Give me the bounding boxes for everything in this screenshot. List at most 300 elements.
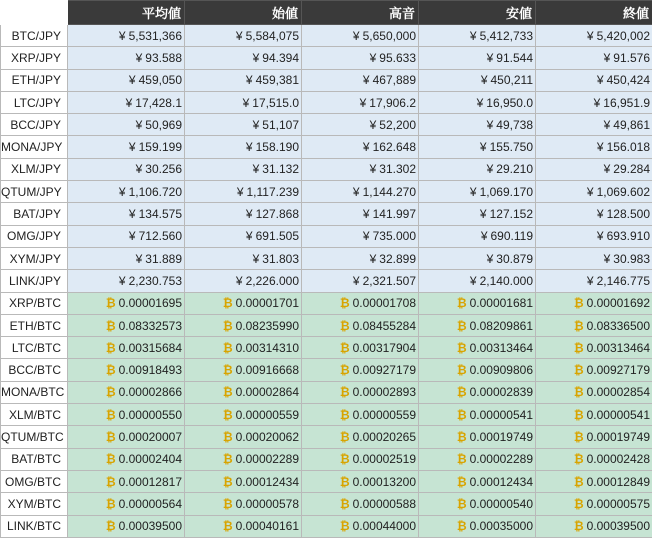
bitcoin-icon: ₿ — [573, 474, 584, 489]
price-cell — [536, 337, 652, 359]
price-cell — [185, 114, 302, 136]
price-cell — [536, 292, 652, 314]
yen-symbol: ¥ — [252, 117, 260, 132]
price-cell — [185, 247, 302, 269]
price-value: 0.00002893 — [352, 385, 416, 400]
price-value: 0.00927179 — [352, 363, 416, 378]
price-value: 17,515.0 — [252, 95, 299, 110]
bitcoin-icon: ₿ — [456, 496, 467, 511]
price-cell — [185, 337, 302, 359]
price-cell — [68, 381, 185, 403]
price-cell — [185, 136, 302, 158]
yen-symbol: ¥ — [135, 117, 143, 132]
price-value: 2,321.507 — [362, 273, 416, 288]
bitcoin-icon: ₿ — [105, 474, 116, 489]
price-value: 127.868 — [255, 207, 299, 222]
price-cell — [419, 270, 536, 292]
price-cell — [419, 158, 536, 180]
price-value: 0.00002866 — [118, 385, 182, 400]
price-value: 127.152 — [489, 207, 533, 222]
yen-symbol: ¥ — [245, 73, 253, 88]
price-value: 52,200 — [379, 117, 416, 132]
pair-label: QTUM/JPY — [1, 181, 68, 203]
table-row — [1, 247, 652, 269]
price-cell — [536, 136, 652, 158]
price-cell — [419, 292, 536, 314]
price-cell — [536, 203, 652, 225]
price-cell — [419, 359, 536, 381]
price-cell — [185, 359, 302, 381]
price-value: 31.889 — [145, 251, 182, 266]
table-row — [1, 136, 652, 158]
bitcoin-icon: ₿ — [456, 519, 467, 534]
price-cell — [419, 247, 536, 269]
price-value: 0.00039500 — [586, 519, 650, 534]
pair-label: XRP/BTC — [1, 292, 68, 314]
bitcoin-icon: ₿ — [573, 363, 584, 378]
bitcoin-icon: ₿ — [456, 452, 467, 467]
pair-label: QTUM/BTC — [1, 426, 68, 448]
price-cell — [302, 136, 419, 158]
yen-symbol: ¥ — [245, 229, 253, 244]
price-value: 0.00000559 — [352, 407, 416, 422]
price-cell — [302, 203, 419, 225]
bitcoin-icon: ₿ — [456, 385, 467, 400]
price-cell — [302, 247, 419, 269]
price-value: 0.00001681 — [469, 296, 533, 311]
yen-symbol: ¥ — [362, 140, 370, 155]
yen-symbol: ¥ — [596, 73, 604, 88]
price-cell — [419, 181, 536, 203]
header-row — [1, 1, 652, 25]
price-cell — [68, 181, 185, 203]
price-value: 0.00313464 — [469, 340, 533, 355]
price-value: 159.199 — [138, 140, 182, 155]
price-value: 2,226.000 — [245, 273, 299, 288]
price-cell — [68, 470, 185, 492]
pair-label: MONA/BTC — [1, 381, 68, 403]
yen-symbol: ¥ — [479, 140, 487, 155]
price-value: 0.00918493 — [118, 363, 182, 378]
yen-symbol: ¥ — [245, 207, 253, 222]
bitcoin-icon: ₿ — [456, 340, 467, 355]
table-row — [1, 181, 652, 203]
price-value: 0.08235990 — [235, 318, 299, 333]
yen-symbol: ¥ — [369, 162, 377, 177]
price-cell — [185, 47, 302, 69]
price-cell — [419, 203, 536, 225]
price-value: 141.997 — [372, 207, 416, 222]
price-cell — [536, 69, 652, 91]
price-cell — [185, 225, 302, 247]
price-value: 5,412,733 — [479, 28, 533, 43]
yen-symbol: ¥ — [359, 95, 367, 110]
yen-symbol: ¥ — [469, 184, 477, 199]
price-cell — [419, 114, 536, 136]
pair-label: LTC/BTC — [1, 337, 68, 359]
price-value: 0.00019749 — [469, 429, 533, 444]
pair-label: BAT/JPY — [1, 203, 68, 225]
price-value: 1,106.720 — [128, 184, 182, 199]
price-cell — [536, 91, 652, 113]
pair-label: XYM/JPY — [1, 247, 68, 269]
price-cell — [68, 270, 185, 292]
price-value: 0.00314310 — [235, 340, 299, 355]
yen-symbol: ¥ — [135, 251, 143, 266]
price-cell — [536, 515, 652, 537]
yen-symbol: ¥ — [369, 251, 377, 266]
price-value: 0.08455284 — [352, 318, 416, 333]
price-cell — [185, 314, 302, 336]
yen-symbol: ¥ — [352, 28, 360, 43]
yen-symbol: ¥ — [469, 28, 477, 43]
price-cell — [185, 381, 302, 403]
price-cell — [419, 47, 536, 69]
price-value: 693.910 — [606, 229, 650, 244]
table-row — [1, 470, 652, 492]
pair-label: LINK/JPY — [1, 270, 68, 292]
pair-label: MONA/JPY — [1, 136, 68, 158]
bitcoin-icon: ₿ — [573, 519, 584, 534]
price-value: 0.00927179 — [586, 363, 650, 378]
price-cell — [536, 314, 652, 336]
yen-symbol: ¥ — [135, 50, 143, 65]
price-value: 31.132 — [262, 162, 299, 177]
bitcoin-icon: ₿ — [222, 452, 233, 467]
yen-symbol: ¥ — [369, 50, 377, 65]
bitcoin-icon: ₿ — [573, 385, 584, 400]
table-row — [1, 314, 652, 336]
price-value: 0.00044000 — [352, 519, 416, 534]
price-cell — [185, 158, 302, 180]
price-cell — [419, 69, 536, 91]
price-value: 0.00019749 — [586, 429, 650, 444]
yen-symbol: ¥ — [369, 117, 377, 132]
bitcoin-icon: ₿ — [222, 385, 233, 400]
price-cell — [185, 404, 302, 426]
price-cell — [185, 470, 302, 492]
bitcoin-icon: ₿ — [105, 429, 116, 444]
price-value: 0.00000564 — [118, 496, 182, 511]
bitcoin-icon: ₿ — [339, 407, 350, 422]
price-cell — [419, 448, 536, 470]
price-value: 459,050 — [138, 73, 182, 88]
yen-symbol: ¥ — [125, 95, 133, 110]
price-cell — [302, 381, 419, 403]
bitcoin-icon: ₿ — [339, 429, 350, 444]
pair-label: BCC/BTC — [1, 359, 68, 381]
yen-symbol: ¥ — [352, 273, 360, 288]
bitcoin-icon: ₿ — [573, 296, 584, 311]
bitcoin-icon: ₿ — [222, 340, 233, 355]
price-cell — [536, 181, 652, 203]
price-value: 1,069.602 — [596, 184, 650, 199]
price-value: 31.803 — [262, 251, 299, 266]
price-value: 29.210 — [496, 162, 533, 177]
price-cell — [302, 314, 419, 336]
price-value: 31.302 — [379, 162, 416, 177]
price-value: 93.588 — [145, 50, 182, 65]
price-cell — [536, 114, 652, 136]
bitcoin-icon: ₿ — [222, 519, 233, 534]
price-cell — [302, 181, 419, 203]
price-cell — [302, 114, 419, 136]
price-value: 2,146.775 — [596, 273, 650, 288]
bitcoin-icon: ₿ — [456, 296, 467, 311]
price-cell — [536, 404, 652, 426]
price-value: 0.00001701 — [235, 296, 299, 311]
price-value: 0.00040161 — [235, 519, 299, 534]
bitcoin-icon: ₿ — [339, 474, 350, 489]
price-value: 691.505 — [255, 229, 299, 244]
price-value: 0.00002428 — [586, 452, 650, 467]
price-value: 0.00909806 — [469, 363, 533, 378]
price-value: 5,420,002 — [596, 28, 650, 43]
price-value: 0.00020007 — [118, 429, 182, 444]
table-row — [1, 426, 652, 448]
price-cell — [536, 470, 652, 492]
price-value: 0.00002404 — [118, 452, 182, 467]
bitcoin-icon: ₿ — [339, 363, 350, 378]
price-value: 0.00000559 — [235, 407, 299, 422]
bitcoin-icon: ₿ — [222, 474, 233, 489]
price-value: 94.394 — [262, 50, 299, 65]
pair-label: BAT/BTC — [1, 448, 68, 470]
price-cell — [302, 359, 419, 381]
table-row — [1, 359, 652, 381]
table-row — [1, 292, 652, 314]
price-cell — [185, 426, 302, 448]
pair-label: OMG/JPY — [1, 225, 68, 247]
bitcoin-icon: ₿ — [456, 363, 467, 378]
yen-symbol: ¥ — [480, 229, 488, 244]
price-cell — [68, 359, 185, 381]
price-value: 17,428.1 — [135, 95, 182, 110]
bitcoin-icon: ₿ — [105, 340, 116, 355]
price-cell — [419, 381, 536, 403]
yen-symbol: ¥ — [469, 273, 477, 288]
price-cell — [419, 337, 536, 359]
price-cell — [68, 337, 185, 359]
price-value: 0.00000588 — [352, 496, 416, 511]
price-cell — [419, 404, 536, 426]
table-header — [1, 1, 652, 25]
price-value: 0.00001692 — [586, 296, 650, 311]
table-row — [1, 404, 652, 426]
price-cell — [302, 470, 419, 492]
price-cell — [302, 448, 419, 470]
price-value: 0.00001695 — [118, 296, 182, 311]
price-value: 156.018 — [606, 140, 650, 155]
price-cell — [185, 292, 302, 314]
price-cell — [68, 314, 185, 336]
price-value: 0.00020062 — [235, 429, 299, 444]
price-cell — [536, 270, 652, 292]
price-value: 0.00012817 — [118, 474, 182, 489]
bitcoin-icon: ₿ — [339, 340, 350, 355]
yen-symbol: ¥ — [118, 28, 126, 43]
price-value: 50,969 — [145, 117, 182, 132]
price-cell — [68, 493, 185, 515]
price-cell — [302, 225, 419, 247]
price-value: 0.00916668 — [235, 363, 299, 378]
bitcoin-icon: ₿ — [105, 407, 116, 422]
bitcoin-icon: ₿ — [573, 340, 584, 355]
price-cell — [68, 515, 185, 537]
price-value: 0.00000578 — [235, 496, 299, 511]
bitcoin-icon: ₿ — [105, 363, 116, 378]
price-value: 690.119 — [490, 229, 533, 244]
price-cell — [68, 203, 185, 225]
bitcoin-icon: ₿ — [339, 318, 350, 333]
price-cell — [68, 225, 185, 247]
yen-symbol: ¥ — [603, 50, 611, 65]
yen-symbol: ¥ — [242, 95, 250, 110]
price-cell — [185, 515, 302, 537]
bitcoin-icon: ₿ — [222, 296, 233, 311]
bitcoin-icon: ₿ — [573, 452, 584, 467]
yen-symbol: ¥ — [128, 229, 136, 244]
pair-label: XLM/BTC — [1, 404, 68, 426]
price-value: 30.256 — [145, 162, 182, 177]
price-value: 91.576 — [613, 50, 650, 65]
yen-symbol: ¥ — [362, 73, 370, 88]
price-value: 0.00313464 — [586, 340, 650, 355]
pair-label: XLM/JPY — [1, 158, 68, 180]
bitcoin-icon: ₿ — [573, 429, 584, 444]
price-value: 735.000 — [372, 229, 416, 244]
price-value: 134.575 — [138, 207, 182, 222]
bitcoin-icon: ₿ — [573, 496, 584, 511]
price-value: 459,381 — [255, 73, 299, 88]
bitcoin-icon: ₿ — [339, 452, 350, 467]
bitcoin-icon: ₿ — [339, 519, 350, 534]
price-value: 0.00315684 — [118, 340, 182, 355]
price-cell — [302, 404, 419, 426]
price-value: 0.08332573 — [118, 318, 182, 333]
price-cell — [419, 314, 536, 336]
header-open: 始値 — [185, 1, 302, 25]
pair-label: OMG/BTC — [1, 470, 68, 492]
table-row — [1, 448, 652, 470]
price-cell — [536, 381, 652, 403]
price-cell — [302, 337, 419, 359]
price-cell — [302, 515, 419, 537]
price-cell — [536, 493, 652, 515]
yen-symbol: ¥ — [128, 207, 136, 222]
price-value: 16,950.0 — [486, 95, 533, 110]
price-value: 5,584,075 — [245, 28, 299, 43]
price-value: 0.08336500 — [586, 318, 650, 333]
price-cell — [536, 158, 652, 180]
price-value: 0.00002864 — [235, 385, 299, 400]
yen-symbol: ¥ — [603, 251, 611, 266]
price-value: 29.284 — [613, 162, 650, 177]
bitcoin-icon: ₿ — [339, 385, 350, 400]
bitcoin-icon: ₿ — [105, 496, 116, 511]
table-row — [1, 270, 652, 292]
bitcoin-icon: ₿ — [105, 385, 116, 400]
price-value: 450,211 — [490, 73, 533, 88]
yen-symbol: ¥ — [236, 184, 244, 199]
price-value: 158.190 — [255, 140, 299, 155]
price-cell — [302, 25, 419, 47]
price-value: 0.00002854 — [586, 385, 650, 400]
price-value: 0.00002289 — [469, 452, 533, 467]
yen-symbol: ¥ — [486, 162, 494, 177]
yen-symbol: ¥ — [486, 117, 494, 132]
price-value: 0.00012849 — [586, 474, 650, 489]
bitcoin-icon: ₿ — [456, 429, 467, 444]
price-value: 155.750 — [489, 140, 533, 155]
price-cell — [419, 515, 536, 537]
price-value: 0.00001708 — [352, 296, 416, 311]
header-high: 高音 — [302, 1, 419, 25]
price-value: 1,069.170 — [479, 184, 533, 199]
yen-symbol: ¥ — [596, 207, 604, 222]
bitcoin-icon: ₿ — [222, 318, 233, 333]
price-value: 0.00002839 — [469, 385, 533, 400]
yen-symbol: ¥ — [252, 50, 260, 65]
yen-symbol: ¥ — [596, 229, 604, 244]
yen-symbol: ¥ — [603, 162, 611, 177]
price-cell — [536, 426, 652, 448]
price-value: 450,424 — [606, 73, 650, 88]
bitcoin-icon: ₿ — [456, 318, 467, 333]
price-value: 17,906.2 — [369, 95, 416, 110]
price-value: 0.08209861 — [469, 318, 533, 333]
yen-symbol: ¥ — [476, 95, 484, 110]
price-cell — [68, 426, 185, 448]
yen-symbol: ¥ — [586, 184, 594, 199]
price-cell — [302, 270, 419, 292]
bitcoin-icon: ₿ — [573, 407, 584, 422]
price-cell — [68, 91, 185, 113]
price-value: 0.00000541 — [469, 407, 533, 422]
price-cell — [68, 25, 185, 47]
yen-symbol: ¥ — [128, 73, 136, 88]
price-value: 49,738 — [496, 117, 533, 132]
price-value: 91.544 — [496, 50, 533, 65]
price-cell — [68, 69, 185, 91]
bitcoin-icon: ₿ — [105, 318, 116, 333]
price-value: 0.00000575 — [586, 496, 650, 511]
price-cell — [419, 426, 536, 448]
yen-symbol: ¥ — [135, 162, 143, 177]
price-cell — [536, 225, 652, 247]
price-cell — [185, 181, 302, 203]
price-cell — [302, 47, 419, 69]
price-cell — [419, 470, 536, 492]
price-cell — [536, 25, 652, 47]
yen-symbol: ¥ — [586, 28, 594, 43]
price-cell — [302, 426, 419, 448]
yen-symbol: ¥ — [362, 207, 370, 222]
price-value: 1,117.239 — [246, 184, 299, 199]
pair-label: BCC/JPY — [1, 114, 68, 136]
yen-symbol: ¥ — [596, 140, 604, 155]
bitcoin-icon: ₿ — [339, 296, 350, 311]
price-cell — [419, 225, 536, 247]
yen-symbol: ¥ — [245, 140, 253, 155]
bitcoin-icon: ₿ — [456, 407, 467, 422]
price-cell — [419, 136, 536, 158]
yen-symbol: ¥ — [586, 273, 594, 288]
bitcoin-icon: ₿ — [105, 519, 116, 534]
table-row — [1, 203, 652, 225]
table-row — [1, 225, 652, 247]
price-cell — [536, 47, 652, 69]
